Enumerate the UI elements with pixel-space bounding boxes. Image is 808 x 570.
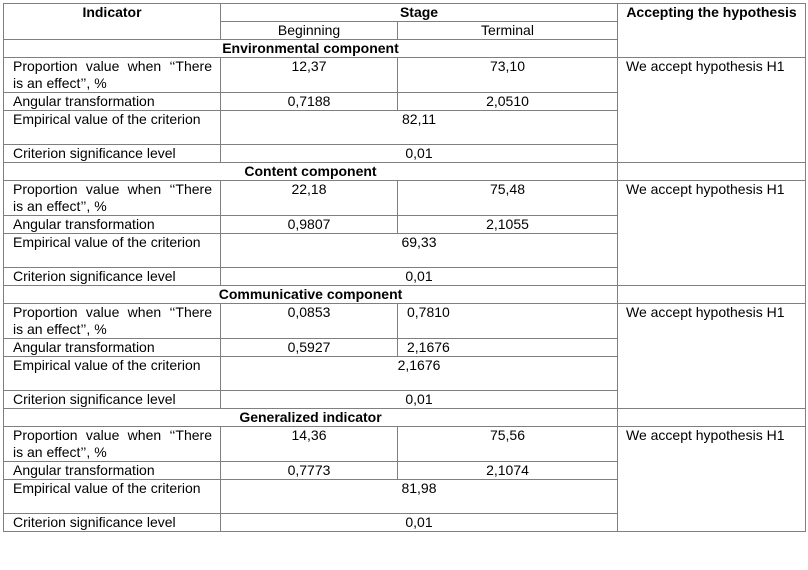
- angular-label: Angular transformation: [4, 339, 221, 357]
- section-title: Content component: [4, 163, 618, 181]
- angular-label: Angular transformation: [4, 216, 221, 234]
- proportion-label: Proportion value when ‘‘There is an effect’’, %: [4, 427, 221, 462]
- angular-begin: 0,7188: [221, 93, 398, 111]
- accept-cell: We accept hypothesis H1: [618, 181, 806, 286]
- section-title: Generalized indicator: [4, 409, 618, 427]
- angular-begin: 0,9807: [221, 216, 398, 234]
- empirical-value: 69,33: [221, 234, 618, 268]
- header-beginning: Beginning: [221, 22, 398, 40]
- empirical-value: 2,1676: [221, 357, 618, 391]
- section-title: Communicative component: [4, 286, 618, 304]
- header-indicator: Indicator: [4, 4, 221, 40]
- angular-label: Angular transformation: [4, 462, 221, 480]
- significance-value: 0,01: [221, 268, 618, 286]
- empirical-value: 82,11: [221, 111, 618, 145]
- empirical-label: Empirical value of the criterion: [4, 111, 221, 145]
- significance-value: 0,01: [221, 145, 618, 163]
- blank-cell: [618, 286, 806, 304]
- header-stage: Stage: [221, 4, 618, 22]
- proportion-label: Proportion value when ‘‘There is an effect’’, %: [4, 304, 221, 339]
- proportion-begin: 0,0853: [221, 304, 398, 339]
- empirical-label: Empirical value of the criterion: [4, 357, 221, 391]
- significance-value: 0,01: [221, 514, 618, 532]
- blank-cell: [618, 163, 806, 181]
- blank-cell: [618, 409, 806, 427]
- proportion-end: 0,7810: [398, 304, 618, 339]
- accept-cell: We accept hypothesis H1: [618, 304, 806, 409]
- accept-cell: We accept hypothesis H1: [618, 58, 806, 163]
- angular-end: 2,0510: [398, 93, 618, 111]
- angular-begin: 0,5927: [221, 339, 398, 357]
- angular-end: 2,1074: [398, 462, 618, 480]
- hypothesis-table: [3, 3, 806, 532]
- significance-label: Criterion significance level: [4, 145, 221, 163]
- empirical-label: Empirical value of the criterion: [4, 480, 221, 514]
- empirical-value: 81,98: [221, 480, 618, 514]
- proportion-end: 75,56: [398, 427, 618, 462]
- proportion-begin: 12,37: [221, 58, 398, 93]
- proportion-label: Proportion value when ‘‘There is an effect’’, %: [4, 58, 221, 93]
- angular-end: 2,1676: [398, 339, 618, 357]
- proportion-end: 73,10: [398, 58, 618, 93]
- angular-end: 2,1055: [398, 216, 618, 234]
- proportion-begin: 14,36: [221, 427, 398, 462]
- significance-value: 0,01: [221, 391, 618, 409]
- header-terminal: Terminal: [398, 22, 618, 40]
- empirical-label: Empirical value of the criterion: [4, 234, 221, 268]
- accept-cell: We accept hypothesis H1: [618, 427, 806, 532]
- significance-label: Criterion significance level: [4, 514, 221, 532]
- angular-begin: 0,7773: [221, 462, 398, 480]
- proportion-begin: 22,18: [221, 181, 398, 216]
- header-accepting: Accepting the hypothesis: [618, 4, 806, 58]
- significance-label: Criterion significance level: [4, 268, 221, 286]
- proportion-label: Proportion value when ‘‘There is an effect’’, %: [4, 181, 221, 216]
- section-title: Environmental component: [4, 40, 618, 58]
- proportion-end: 75,48: [398, 181, 618, 216]
- significance-label: Criterion significance level: [4, 391, 221, 409]
- angular-label: Angular transformation: [4, 93, 221, 111]
